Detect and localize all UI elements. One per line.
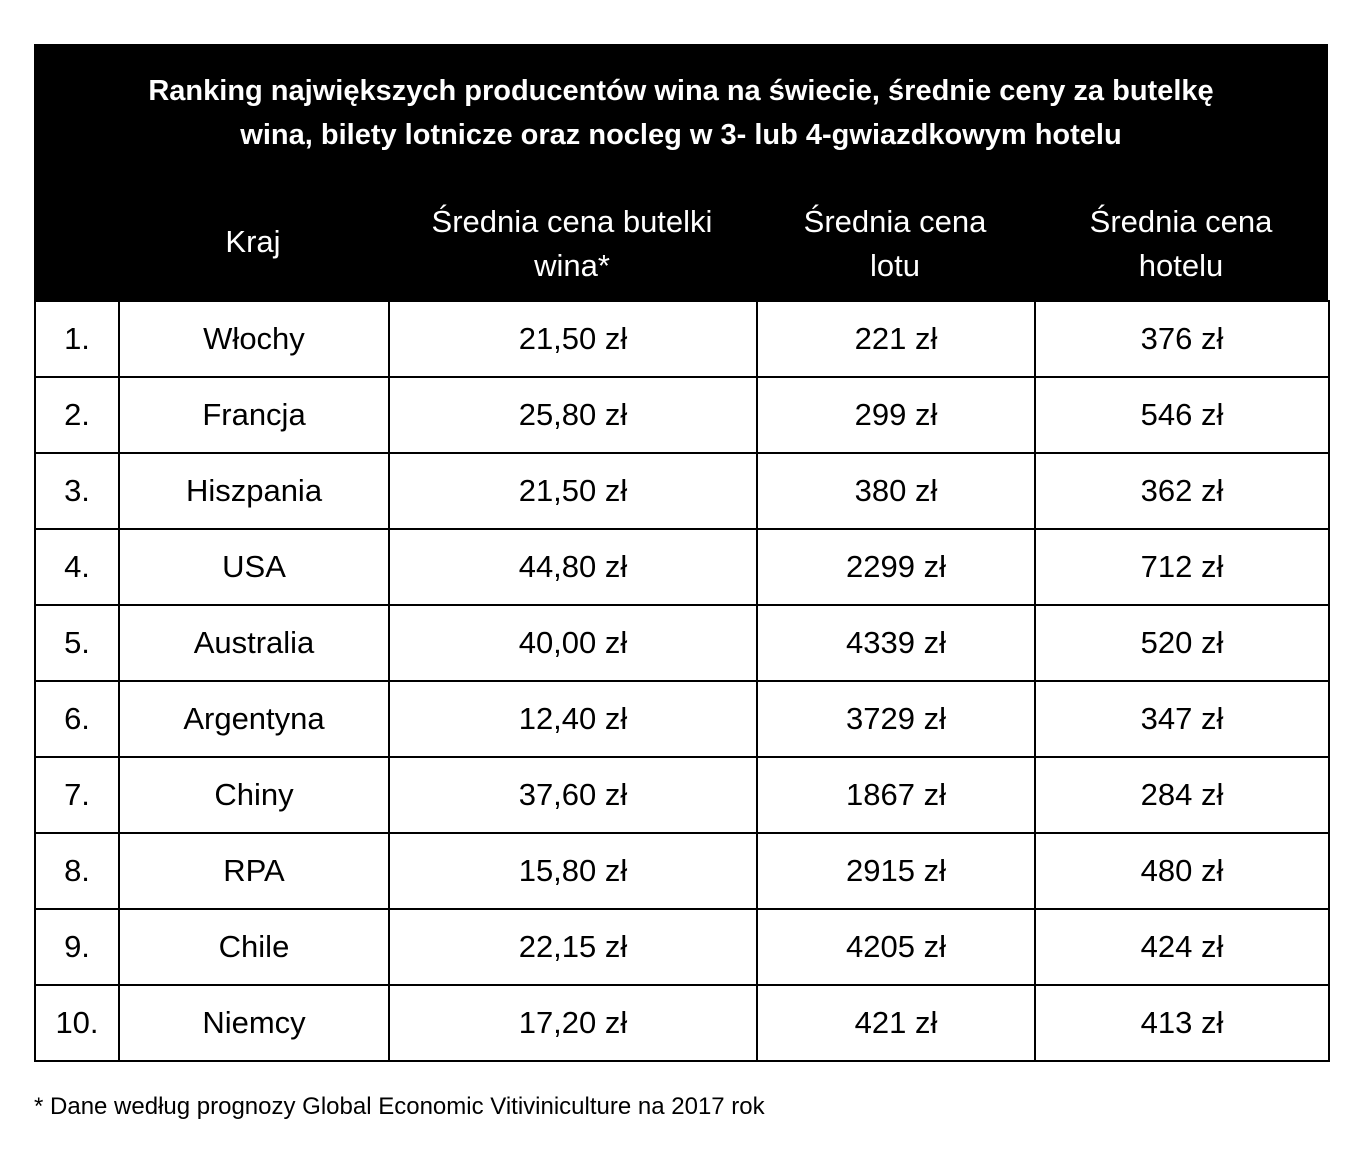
country-cell: Australia [119,605,389,681]
table-row [35,301,1329,377]
rank-cell: 9. [35,909,119,985]
rank-cell: 10. [35,985,119,1061]
rank-cell: 3. [35,453,119,529]
hotel-price-cell: 424 zł [1035,909,1329,985]
title-line-1: Ranking największych producentów wina na świecie, średnie ceny za butelkę [148,75,1214,107]
rank-cell: 1. [35,301,119,377]
hotel-price-cell: 712 zł [1035,529,1329,605]
wine-ranking-table [34,44,1328,1062]
wine-price-cell: 21,50 zł [389,301,757,377]
wine-price-cell: 40,00 zł [389,605,757,681]
rank-cell: 8. [35,833,119,909]
table-row [35,833,1329,909]
flight-price-cell: 1867 zł [757,757,1035,833]
hotel-price-cell: 520 zł [1035,605,1329,681]
table-row [35,909,1329,985]
table-row [35,377,1329,453]
wine-price-cell: 17,20 zł [389,985,757,1061]
column-header-hotel-line-2: hotelu [1138,248,1224,283]
wine-price-cell: 44,80 zł [389,529,757,605]
wine-price-cell: 12,40 zł [389,681,757,757]
hotel-price-cell: 284 zł [1035,757,1329,833]
column-header-country: Kraj [225,224,281,259]
country-cell: RPA [119,833,389,909]
column-header-flight-line-1: Średnia cena [803,204,987,239]
title-line-2: wina, bilety lotnicze oraz nocleg w 3- lub 4-gwiazdkowym hotelu [240,119,1122,151]
rank-cell: 7. [35,757,119,833]
column-headers [34,156,1328,300]
rank-cell: 5. [35,605,119,681]
column-header-flight-line-2: lotu [870,248,920,283]
column-header-wine-line-2: wina* [534,248,610,283]
country-cell: Chile [119,909,389,985]
column-header-wine-price [388,156,756,288]
wine-price-cell: 21,50 zł [389,453,757,529]
hotel-price-cell: 362 zł [1035,453,1329,529]
flight-price-cell: 421 zł [757,985,1035,1061]
country-cell: Chiny [119,757,389,833]
column-header-rank [34,156,118,200]
footnote: * Dane według prognozy Global Economic Vitiviniculture na 2017 rok [34,1093,765,1120]
flight-price-cell: 3729 zł [757,681,1035,757]
hotel-price-cell: 347 zł [1035,681,1329,757]
wine-price-cell: 22,15 zł [389,909,757,985]
flight-price-cell: 380 zł [757,453,1035,529]
wine-price-cell: 25,80 zł [389,377,757,453]
table-title [34,44,1328,156]
table-row [35,985,1329,1061]
wine-price-cell: 15,80 zł [389,833,757,909]
flight-price-cell: 299 zł [757,377,1035,453]
hotel-price-cell: 480 zł [1035,833,1329,909]
hotel-price-cell: 376 zł [1035,301,1329,377]
table-row [35,529,1329,605]
hotel-price-cell: 413 zł [1035,985,1329,1061]
data-table [34,300,1330,1062]
flight-price-cell: 2299 zł [757,529,1035,605]
country-cell: Niemcy [119,985,389,1061]
country-cell: Francja [119,377,389,453]
flight-price-cell: 4339 zł [757,605,1035,681]
country-cell: USA [119,529,389,605]
table-row [35,453,1329,529]
flight-price-cell: 4205 zł [757,909,1035,985]
column-header-flight-price [756,156,1034,288]
column-header-hotel-price [1034,156,1328,288]
table-row [35,605,1329,681]
wine-price-cell: 37,60 zł [389,757,757,833]
rank-cell: 6. [35,681,119,757]
country-cell: Hiszpania [119,453,389,529]
country-cell: Argentyna [119,681,389,757]
column-header-wine-line-1: Średnia cena butelki [431,204,713,239]
country-cell: Włochy [119,301,389,377]
hotel-price-cell: 546 zł [1035,377,1329,453]
rank-cell: 2. [35,377,119,453]
table-row [35,681,1329,757]
rank-cell: 4. [35,529,119,605]
table-row [35,757,1329,833]
table-header [34,44,1328,300]
flight-price-cell: 2915 zł [757,833,1035,909]
flight-price-cell: 221 zł [757,301,1035,377]
column-header-hotel-line-1: Średnia cena [1089,204,1273,239]
